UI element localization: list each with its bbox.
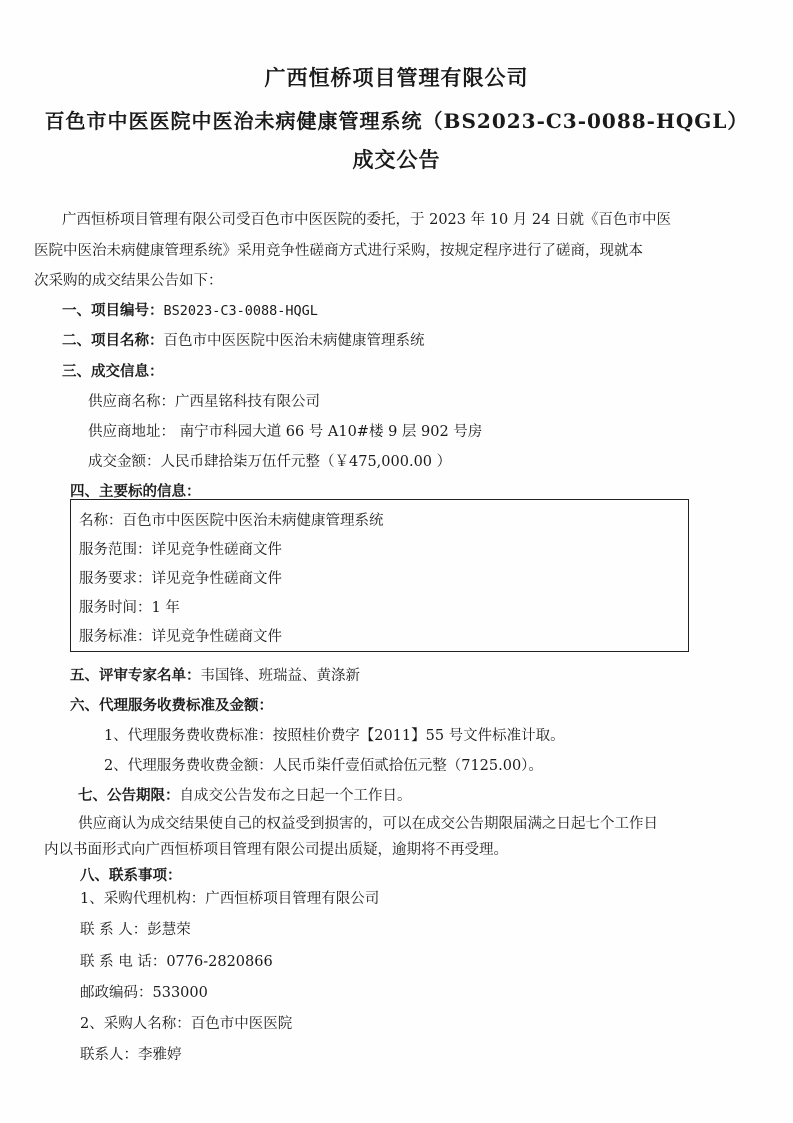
agency-phone: 联 系 电 话：0776-2820866: [80, 954, 273, 970]
project-number: BS2023-C3-0088-HQGL: [163, 303, 318, 319]
notice-period-value: 自成交公告发布之日起一个工作日。: [179, 788, 412, 804]
supplier-name: 供应商名称：广西星铭科技有限公司: [88, 394, 320, 410]
section-label: 七、公告期限：: [78, 787, 180, 804]
project-title: 百色市中医医院中医治未病健康管理系统（BS2023-C3-0088-HQGL）: [44, 109, 749, 133]
project-name: 百色市中医医院中医治未病健康管理系统: [163, 333, 425, 349]
section-main-subject-label: 四、主要标的信息：: [70, 483, 201, 500]
deal-amount: 成交金额：人民币肆拾柒万伍仟元整（￥475,000.00 ）: [88, 454, 452, 470]
section-experts: [70, 664, 360, 685]
section-agency-fee-label: 六、代理服务收费标准及金额：: [70, 697, 273, 714]
document-type-title: 成交公告: [352, 147, 441, 172]
agency-fee-amount: 2、代理服务费收费金额：人民币柒仟壹佰贰拾伍元整（7125.00）。: [104, 758, 543, 774]
intro-line-1: 广西恒桥项目管理有限公司受百色市中医医院的委托，于 2023 年 10 月 24 日就《百色市中医: [62, 212, 671, 228]
subject-row: 服务时间：1 年: [79, 600, 180, 616]
main-subject-box: [70, 499, 689, 652]
subject-row: 名称：百色市中医医院中医治未病健康管理系统: [79, 513, 384, 529]
section-deal-info-label: 三、成交信息：: [62, 363, 164, 380]
section-project-number: [62, 299, 318, 320]
objection-note-line-1: 供应商认为成交结果使自己的权益受到损害的，可以在成交公告期限届满之日起七个工作日: [78, 816, 658, 832]
subject-row: 服务标准：详见竞争性磋商文件: [79, 629, 282, 645]
agency-name: 1、采购代理机构：广西恒桥项目管理有限公司: [80, 891, 380, 907]
company-title: 广西恒桥项目管理有限公司: [264, 65, 529, 90]
purchaser-contact-person: 联系人：李雅婷: [80, 1047, 182, 1063]
subject-row: 服务要求：详见竞争性磋商文件: [79, 571, 282, 587]
expert-list: 韦国锋、班瑞益、黄涤新: [200, 668, 360, 684]
purchaser-name: 2、采购人名称：百色市中医医院: [80, 1016, 293, 1032]
section-label: 一、项目编号：: [62, 302, 164, 319]
section-notice-period: [78, 784, 412, 805]
section-contact-label: 八、联系事项：: [80, 867, 182, 884]
section-label: 二、项目名称：: [62, 332, 164, 349]
objection-note-line-2: 内以书面形式向广西恒桥项目管理有限公司提出质疑，逾期将不再受理。: [44, 842, 508, 858]
supplier-address: 供应商地址： 南宁市科园大道 66 号 A10#楼 9 层 902 号房: [88, 424, 483, 440]
intro-line-2: 医院中医治未病健康管理系统》采用竞争性磋商方式进行采购，按规定程序进行了磋商，现就本: [34, 243, 643, 259]
section-label: 五、评审专家名单：: [70, 667, 201, 684]
agency-fee-standard: 1、代理服务费收费标准：按照桂价费字【2011】55 号文件标准计取。: [104, 728, 565, 744]
subject-row: 服务范围：详见竞争性磋商文件: [79, 542, 282, 558]
agency-contact-person: 联 系 人：彭慧荣: [80, 922, 191, 938]
intro-line-3: 次采购的成交结果公告如下：: [34, 273, 223, 289]
section-project-name: [62, 329, 425, 350]
agency-postcode: 邮政编码：533000: [80, 985, 208, 1001]
